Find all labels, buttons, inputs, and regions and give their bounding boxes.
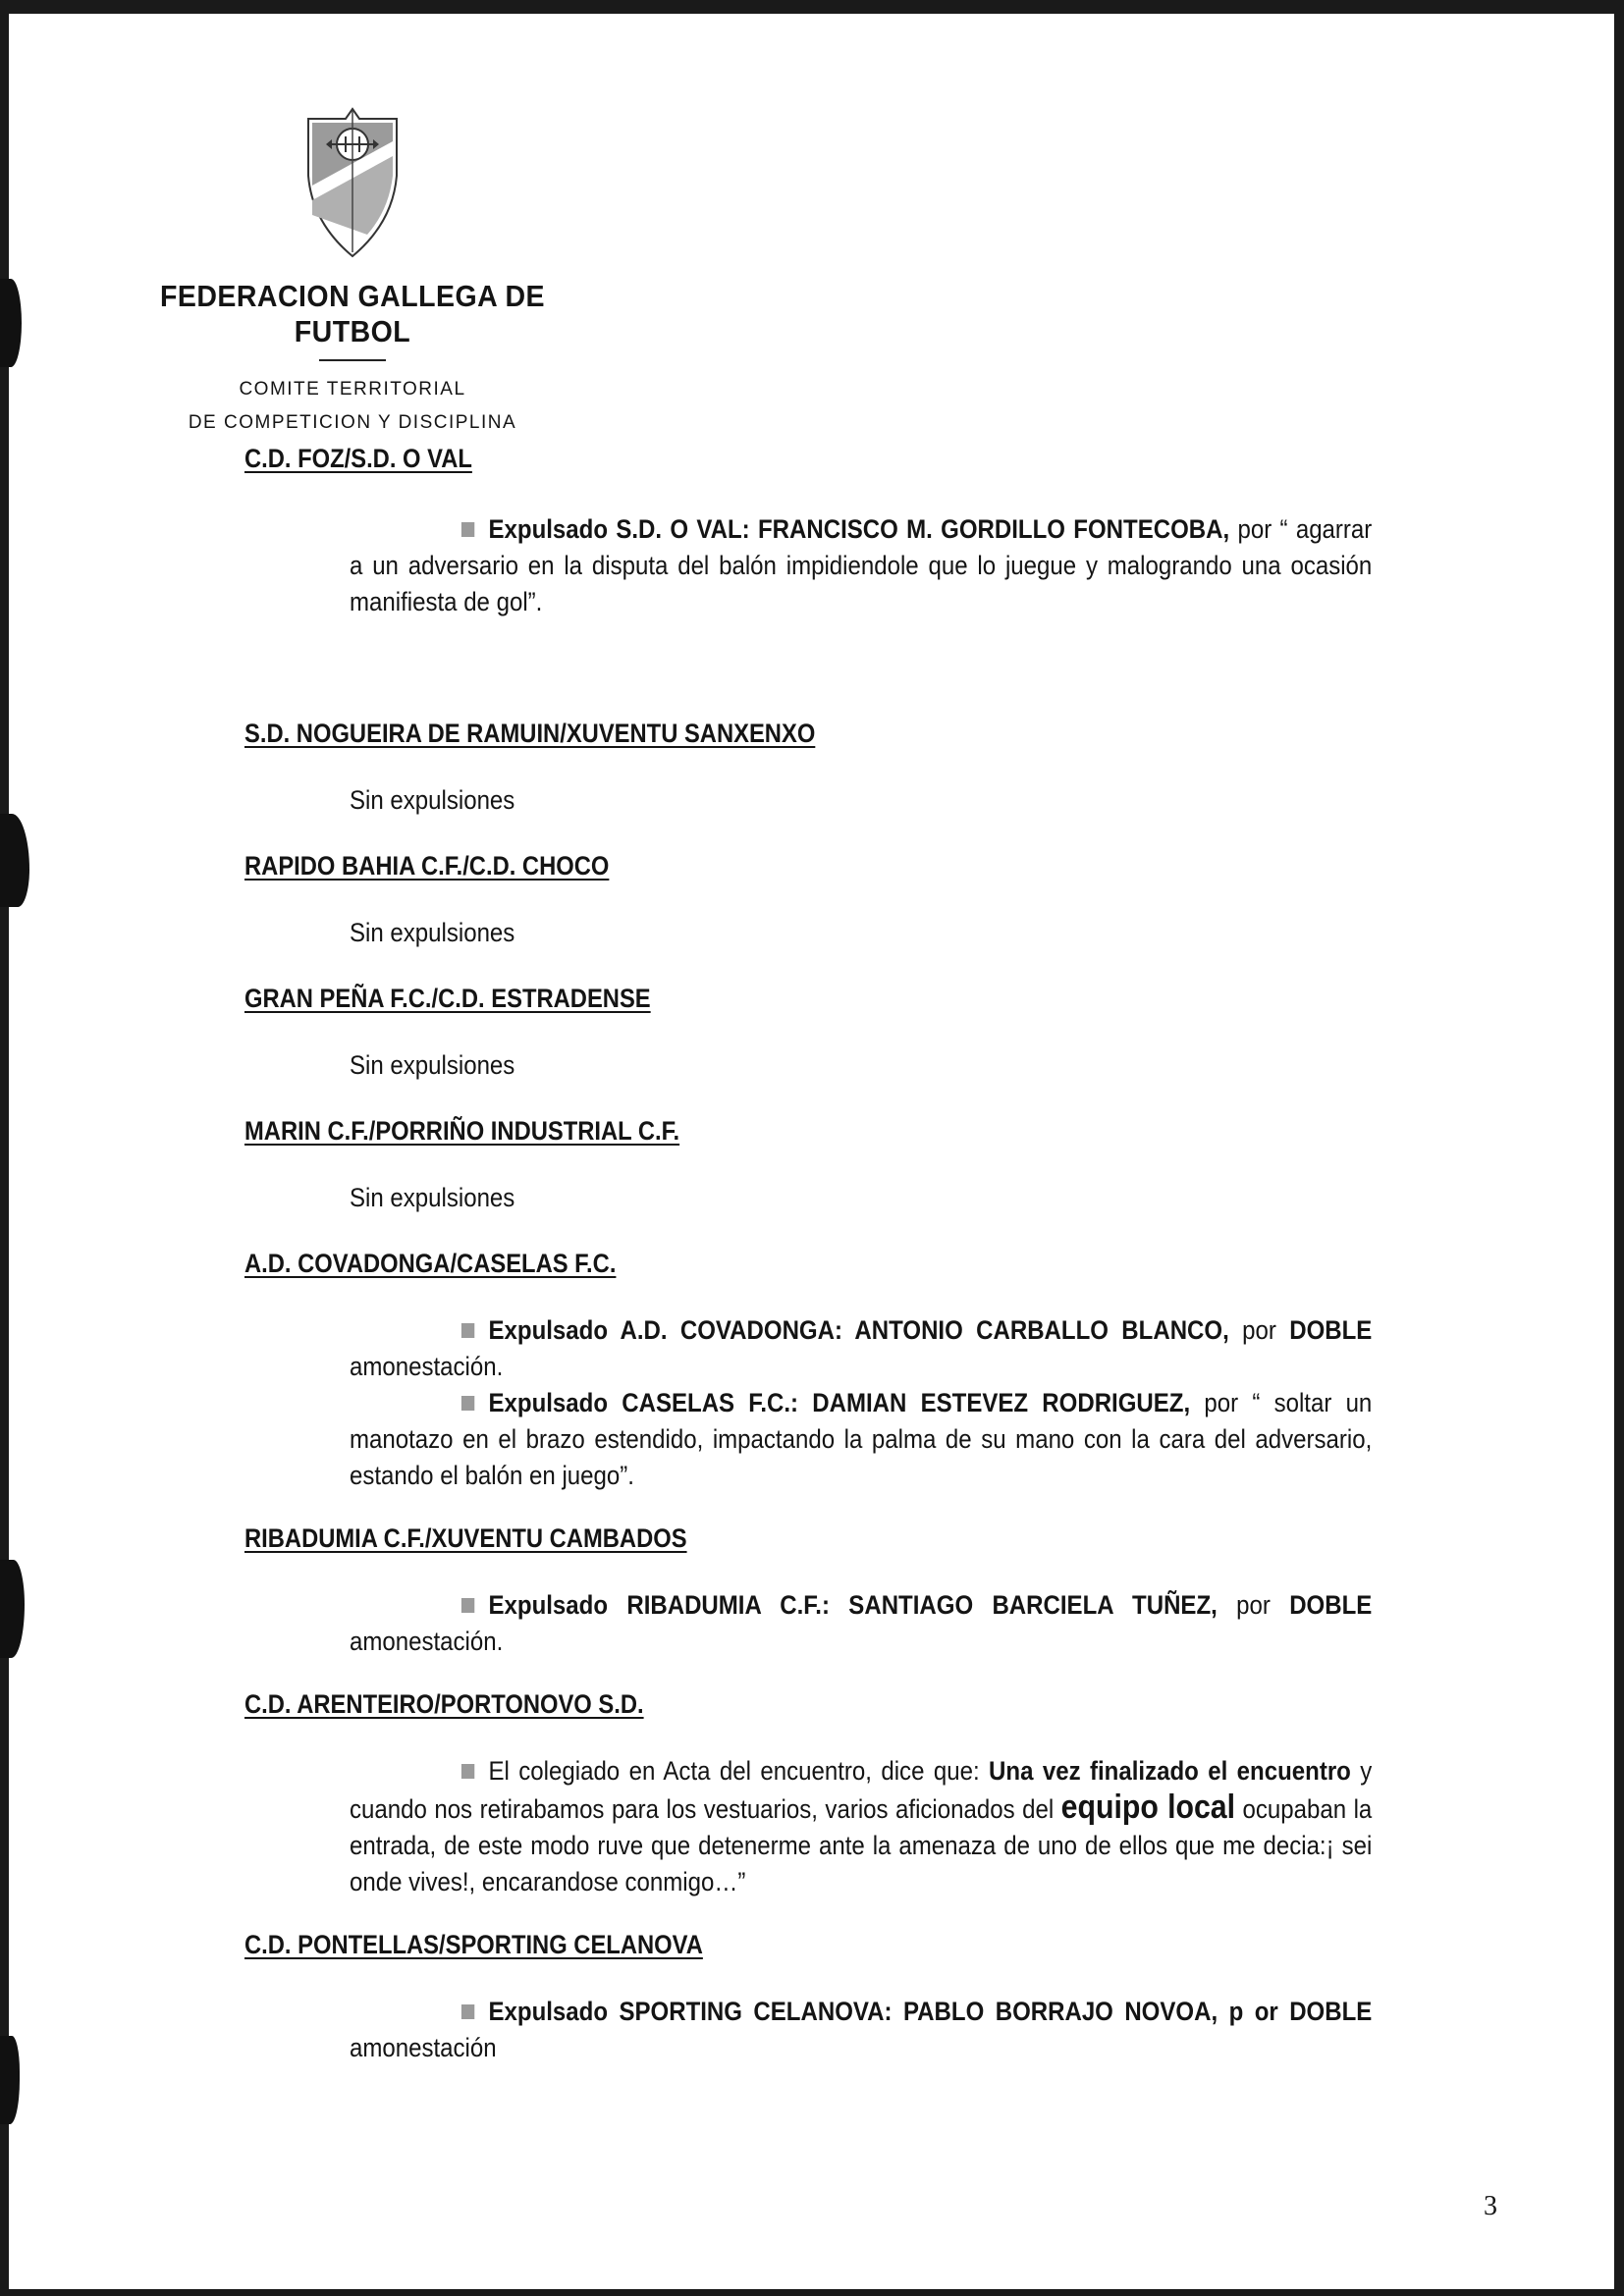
report-text-end: ocupaban la entrada, de este modo ruve que detenerme ante la amenaza de uno de ellos que me decia:¡ sei onde vives!, encarandose conmigo…” [350,1794,1373,1896]
match-title: A.D. COVADONGA/CASELAS F.C. [244,1249,617,1278]
match-title: C.D. FOZ/S.D. O VAL [244,444,472,473]
expulsion-reason-end: amonestación. [350,1627,504,1656]
square-bullet-icon [461,1598,474,1613]
expulsion-type: DOBLE [1289,1315,1373,1345]
federation-crest-icon [298,107,406,259]
expulsion-entry [350,511,1372,620]
header-rule [319,359,386,361]
square-bullet-icon [461,522,474,537]
expulsion-type: DOBLE [1289,1590,1373,1620]
expulsion-player: Expulsado S.D. O VAL: FRANCISCO M. GORDILLO FONTECOBA, [488,514,1230,544]
match-title: C.D. PONTELLAS/SPORTING CELANOVA [244,1930,703,1959]
expulsion-player: Expulsado A.D. COVADONGA: ANTONIO CARBALLO BLANCO, [488,1315,1229,1345]
expulsion-reason-end: amonestación. [350,1352,504,1381]
square-bullet-icon [461,1396,474,1411]
scan-blot-4 [0,2036,20,2124]
expulsion-entry [350,1312,1372,1385]
federation-name: FEDERACION GALLEGA DE FUTBOL [159,279,546,348]
referee-report [350,1753,1372,1900]
expulsion-reason: por “ soltar un manotazo en el brazo estendido, impactando la palma de su mano con la cara del adversario, estando el balón en juego”. [350,1388,1373,1490]
sanctions-list [244,444,1501,2066]
expulsion-player: Expulsado RIBADUMIA C.F.: SANTIAGO BARCIELA TUÑEZ, [488,1590,1218,1620]
scan-blot-1 [0,279,22,367]
no-expulsions-text: Sin expulsiones [350,1183,515,1212]
report-intro: El colegiado en Acta del encuentro, dice que: [488,1756,990,1786]
report-text: y cuando nos retirabamos para los vestuarios, varios aficionados del [350,1756,1373,1824]
expulsion-player: Expulsado CASELAS F.C.: DAMIAN ESTEVEZ RODRIGUEZ, [488,1388,1191,1417]
square-bullet-icon [461,1764,474,1779]
expulsion-reason: por [1217,1590,1290,1620]
match-title: C.D. ARENTEIRO/PORTONOVO S.D. [244,1689,644,1719]
page-number: 3 [1484,2191,1497,2221]
scan-blot-2 [0,814,29,907]
expulsion-reason-end: amonestación [350,2033,497,2062]
square-bullet-icon [461,2004,474,2019]
match-title: S.D. NOGUEIRA DE RAMUIN/XUVENTU SANXENXO [244,719,816,748]
document-page [9,14,1614,2289]
expulsion-entry [350,1994,1372,2066]
no-expulsions-text: Sin expulsiones [350,918,515,947]
report-highlight: Una vez finalizado el encuentro [989,1756,1351,1786]
committee-line-1: COMITE TERRITORIAL [239,379,466,400]
match-title: RAPIDO BAHIA C.F./C.D. CHOCO [244,851,610,881]
scan-blot-3 [0,1560,25,1658]
report-emphasis: equipo local [1060,1789,1236,1826]
expulsion-reason: por [1228,1315,1290,1345]
expulsion-reason: por “ agarrar a un adversario en la disputa del balón impidiendole que lo juegue y malogrando una ocasión manifiesta de gol”. [350,514,1373,616]
match-title: GRAN PEÑA F.C./C.D. ESTRADENSE [244,984,651,1013]
expulsion-entry [350,1587,1372,1660]
square-bullet-icon [461,1323,474,1338]
committee-line-2: DE COMPETICION Y DISCIPLINA [188,412,517,433]
expulsion-type: p or DOBLE [1218,1997,1373,2026]
expulsion-entry [350,1385,1372,1494]
match-title: MARIN C.F./PORRIÑO INDUSTRIAL C.F. [244,1116,680,1146]
no-expulsions-text: Sin expulsiones [350,785,515,815]
expulsion-player: Expulsado SPORTING CELANOVA: PABLO BORRAJO NOVOA, [488,1997,1218,2026]
letterhead [117,107,588,440]
match-title: RIBADUMIA C.F./XUVENTU CAMBADOS [244,1523,687,1553]
no-expulsions-text: Sin expulsiones [350,1050,515,1080]
